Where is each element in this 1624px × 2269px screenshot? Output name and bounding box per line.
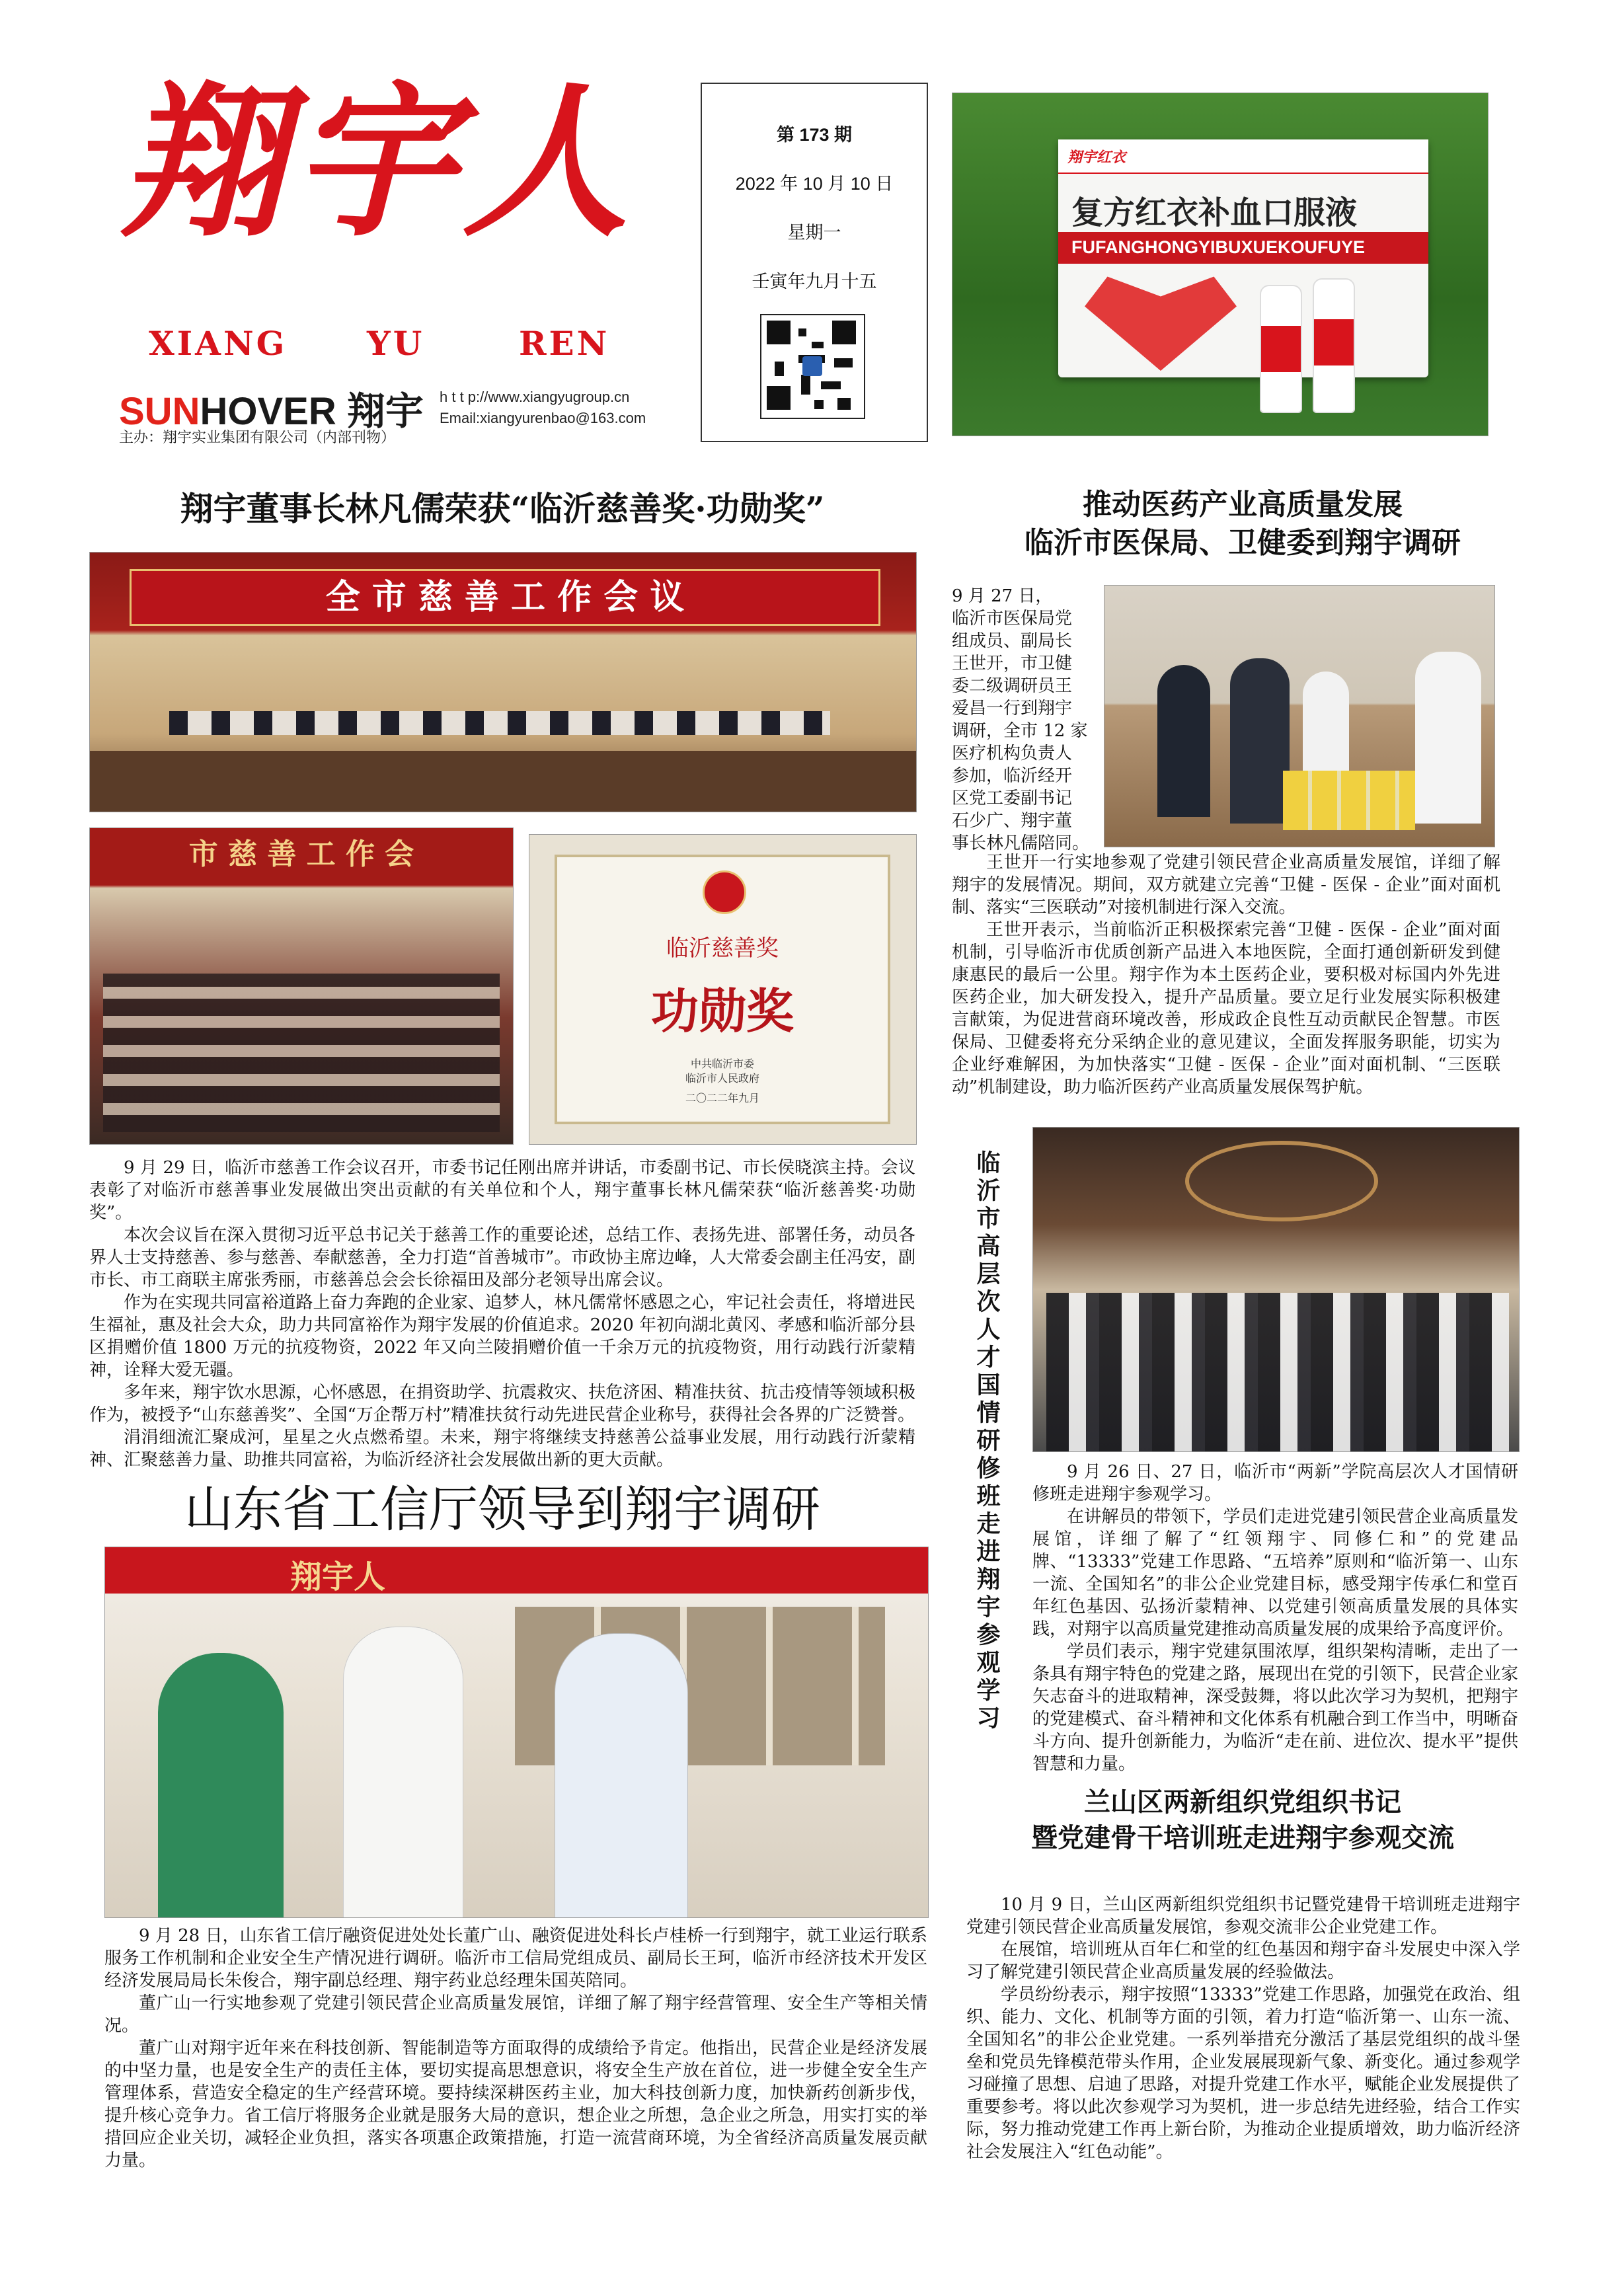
article1-title: 翔宇董事长林凡儒荣获“临沂慈善奖·功勋奖” bbox=[180, 489, 825, 528]
article5-paragraph: 在展馆，培训班从百年仁和堂的红色基因和翔宇奋斗发展史中深入学习了解党建引领民营企业高质量发展的经验做法。 bbox=[966, 1940, 1520, 1982]
article2-lead-line: 事长林凡儒陪同。 bbox=[952, 833, 1090, 853]
talent-class-visit-photo bbox=[1032, 1127, 1520, 1452]
issue-date: 2022 年 10 月 10 日 bbox=[735, 174, 894, 194]
heart-icon bbox=[1085, 272, 1237, 371]
email-link[interactable]: Email:xiangyurenbao@163.com bbox=[440, 410, 646, 426]
article5-title-line1: 兰山区两新组织党组织书记 bbox=[1084, 1787, 1401, 1818]
article2-lead-line: 石少广、翔宇董 bbox=[952, 811, 1073, 831]
article2-lead-line: 临沂市医保局党 bbox=[952, 609, 1073, 629]
article4-body bbox=[104, 1925, 927, 2172]
article2-lead-line: 委二级调研员王 bbox=[952, 676, 1073, 696]
article2-lead-line: 组成员、副局长 bbox=[952, 631, 1073, 651]
bottle-right bbox=[1313, 278, 1355, 413]
certificate-date: 二〇二二年九月 bbox=[685, 1092, 759, 1104]
article5-title-line2: 暨党建骨干培训班走进翔宇参观交流 bbox=[1031, 1822, 1454, 1853]
article1-body bbox=[89, 1157, 915, 1471]
audience-rows bbox=[103, 974, 500, 1132]
person-figure bbox=[158, 1653, 284, 1917]
article1-paragraph: 本次会议旨在深入贯彻习近平总书记关于慈善工作的重要论述，总结工作、表扬先进、部署任务，动员各界人士支持慈善、参与慈善、奉献慈善，全力打造“首善城市”。市政协主席边峰，人大常委会副主任冯安，副市长、市工商联主席张秀丽，市慈善总会会长徐福田及部分老领导出席会议。 bbox=[89, 1225, 915, 1290]
article1-paragraph: 9 月 29 日，临沂市慈善工作会议召开，市委书记任刚出席并讲话，市委副书记、市长侯晓滨主持。会议表彰了对临沂市慈善事业发展做出突出贡献的有关单位和个人，翔宇董事长林凡儒荣获“临沂慈善奖·功勋奖”。 bbox=[89, 1158, 915, 1223]
article4-paragraph: 9 月 28 日，山东省工信厅融资促进处处长董广山、融资促进处科长卢桂桥一行到翔宇，就工业运行联系服务工作机制和企业安全生产情况进行调研。临沂市工信局党组成员、副局长王珂，临沂市经济技术开发区经济发展局局长朱俊合，翔宇副总经理、翔宇药业总经理朱国英陪同。 bbox=[104, 1926, 927, 1991]
article4-paragraph: 董广山对翔宇近年来在科技创新、智能制造等方面取得的成绩给予肯定。他指出，民营企业是经济发展的中坚力量，也是安全生产的责任主体，要切实提高思想意识，将安全生产放在首位，进一步健全安全生产管理体系，营造安全稳定的生产经营环境。要持续深耕医药主业，加大科技创新力度，加快新药创新步伐，提升核心竞争力。省工信厅将服务企业就是服务大局的意识，想企业之所想，急企业之所急，用实打实的举措回应企业关切，减轻企业负担，落实各项惠企政策措施，打造一流营商环境，为全省经济高质量发展贡献力量。 bbox=[104, 2038, 927, 2171]
article5-paragraph: 学员纷纷表示，翔宇按照“13333”党建工作思路，加强党在政治、组织、能力、文化、机制等方面的引领，着力打造“临沂第一、山东一流、全国知名”的非公企业党建。一系列举措充分激活了基层党组织的战斗堡垒和党员先锋模范带头作用，企业发展展现新气象、新变化。通过参观学习碰撞了思想、启迪了思路，对提升党建工作水平，赋能企业发展提供了重要参考。将以此次参观学习为契机，进一步总结先进经验，结合工作实际，努力推动党建工作再上新台阶，为推动企业提质增效，助力临沂经济社会发展注入“红色动能”。 bbox=[966, 1985, 1520, 2162]
contact-block bbox=[440, 387, 646, 429]
award-recipients-row bbox=[169, 711, 830, 735]
charity-conference-photo bbox=[89, 552, 917, 812]
conference-banner: 全 市 慈 善 工 作 会 议 bbox=[130, 569, 880, 626]
brand-logo-sun: SUN bbox=[119, 390, 200, 433]
visitor-group bbox=[1046, 1293, 1509, 1451]
article2-title-line1: 推动医药产业高质量发展 bbox=[1083, 488, 1403, 521]
article2-title bbox=[939, 486, 1547, 562]
article5-paragraph: 10 月 9 日，兰山区两新组织党组织书记暨党建骨干培训班走进翔宇党建引领民营企业高质量发展馆，参观交流非公企业党建工作。 bbox=[966, 1895, 1520, 1937]
masthead-title: 翔宇人 bbox=[119, 65, 635, 259]
award-certificate-photo bbox=[529, 834, 917, 1145]
article2-lead-line: 区党工委副书记 bbox=[952, 788, 1073, 808]
hall-banner: 市 慈 善 工 作 会 bbox=[188, 837, 414, 871]
article2-lead-line: 医疗机构负责人 bbox=[952, 744, 1073, 763]
brand-logo-hover: HOVER bbox=[200, 390, 336, 433]
exhibit-banner bbox=[105, 1547, 928, 1594]
person-figure bbox=[343, 1627, 463, 1918]
product-brand-label: 翔宇红衣 bbox=[1067, 149, 1126, 166]
medical-insurance-visit-photo bbox=[1104, 585, 1495, 847]
product-pinyin: FUFANGHONGYIBUXUEKOUFUYE bbox=[1071, 237, 1366, 257]
product-display bbox=[1283, 771, 1415, 830]
masthead-pinyin-xiang: XIANG bbox=[149, 324, 288, 363]
article2-lead-line: 爱昌一行到翔宇 bbox=[952, 699, 1073, 718]
issue-number: 第 173 期 bbox=[776, 125, 853, 145]
article1-paragraph: 多年来，翔宇饮水思源，心怀感恩，在捐资助学、抗震救灾、扶危济困、精准扶贫、抗击疫情等领域积极作为，被授予“山东慈善奖”、全国“万企帮万村”精准扶贫行动先进民营企业称号，获得社会各界的广泛赞誉。 bbox=[89, 1383, 915, 1425]
person-figure bbox=[1157, 665, 1210, 817]
product-name: 复方红衣补血口服液 bbox=[1071, 194, 1358, 231]
national-emblem-icon bbox=[703, 870, 746, 914]
award-certificate bbox=[555, 855, 890, 1124]
qr-code-icon bbox=[760, 314, 865, 419]
website-link[interactable]: h t t p://www.xiangyugroup.cn bbox=[440, 389, 630, 405]
article4-paragraph: 董广山一行实地参观了党建引领民营企业高质量发展馆，详细了解了翔宇经营管理、安全生产等相关情况。 bbox=[104, 1993, 927, 2036]
masthead-pinyin-ren: REN bbox=[519, 324, 610, 363]
certificate-issuer-2: 临沂市人民政府 bbox=[685, 1072, 759, 1085]
product-ad-photo bbox=[952, 93, 1489, 436]
article5-title bbox=[952, 1785, 1533, 1856]
article4-title: 山东省工信厅领导到翔宇调研 bbox=[184, 1481, 820, 1538]
article2-body bbox=[952, 851, 1500, 1098]
article2-lead-line: 调研，全市 12 家 bbox=[952, 721, 1088, 741]
article5-body bbox=[966, 1894, 1520, 2163]
article2-lead-line: 王世开，市卫健 bbox=[952, 654, 1073, 673]
article3-vertical-title: 临沂市高层次人才国情研修班走进翔宇参观学习 bbox=[973, 1150, 1001, 1733]
product-box-top bbox=[1058, 139, 1428, 174]
issue-lunar-date: 壬寅年九月十五 bbox=[752, 272, 877, 291]
certificate-award-name: 临沂慈善奖 bbox=[666, 935, 779, 962]
provincial-visit-photo bbox=[104, 1547, 929, 1918]
article2-title-line2: 临沂市医保局、卫健委到翔宇调研 bbox=[1025, 526, 1461, 560]
article3-body bbox=[1032, 1461, 1518, 1775]
article2-lead-line: 9 月 27 日， bbox=[952, 586, 1053, 606]
article1-paragraph: 作为在实现共同富裕道路上奋力奔跑的企业家、追梦人，林凡儒常怀感恩之心，牢记社会责任，将增进民生福祉，惠及社会大众，助力共同富裕作为翔宇发展的价值追求。2020 年初向湖北黄冈、孝感和临沂部分县区捐赠价值 1800 万元的抗疫物资，2022 年又向兰陵捐赠价值一千余万元的抗疫物资，用行动践行沂蒙精神，诠释大爱无疆。 bbox=[89, 1293, 915, 1380]
article2-paragraph: 王世开表示，当前临沂正积极探索完善“卫健 - 医保 - 企业”面对面机制，引导临沂市优质创新产品进入本地医院，全面打通创新研发到健康惠民的最后一公里。翔宇作为本土医药企业，要积极对标国内外先进医药企业，加大研发投入，提升产品质量。要立足行业发展实际积极建言献策，为促进营商环境改善，形成政企良性互动贡献民企智慧。市医保局、卫健委将充分采纳企业的意见建议，全面发挥服务职能，切实为企业纾难解困，为加快落实“卫健 - 医保 - 企业”面对面机制、“三医联动”机制建设，助力临沂医药产业高质量发展保驾护航。 bbox=[952, 920, 1500, 1097]
certificate-issuer-1: 中共临沂市委 bbox=[690, 1058, 754, 1070]
person-figure bbox=[555, 1633, 688, 1918]
article3-paragraph: 在讲解员的带领下，学员们走进党建引领民营企业高质量发展馆，详细了解了“红领翔宇、同修仁和”的党建品牌、“13333”党建工作思路、“五培养”原则和“临沂第一、山东一流、全国知名”的非公企业党建目标，感受翔宇传承仁和堂百年红色基因、弘扬沂蒙精神、以党建引领高质量发展的具体实践，对翔宇以高质量党建推动高质量发展的成果给予高度评价。 bbox=[1032, 1507, 1518, 1639]
publisher-line: 主办：翔宇实业集团有限公司（内部刊物） bbox=[119, 429, 396, 445]
product-pinyin-band bbox=[1058, 232, 1428, 264]
article3-paragraph: 学员们表示，翔宇党建氛围浓厚，组织架构清晰，走出了一条具有翔宇特色的党建之路，展现出在党的引领下，民营企业家矢志奋斗的进取精神，深受鼓舞，将以此次学习为契机，把翔宇的党建模式、奋斗精神和文化体系有机融合到工作当中，明晰奋斗方向、提升创新能力，为临沂“走在前、进位次、提水平”提供智慧和力量。 bbox=[1032, 1642, 1518, 1774]
certificate-award-level: 功勋奖 bbox=[650, 983, 794, 1039]
issue-weekday: 星期一 bbox=[787, 223, 841, 243]
ceiling-light-ring bbox=[1185, 1141, 1378, 1221]
product-box bbox=[1058, 139, 1428, 377]
brand-logo-cn: 翔宇 bbox=[346, 389, 424, 434]
article2-lead-line: 参加，临沂经开 bbox=[952, 766, 1073, 786]
article2-paragraph: 王世开一行实地参观了党建引领民营企业高质量发展馆，详细了解翔宇的发展情况。期间，双方就建立完善“卫健 - 医保 - 企业”面对面机制、落实“三医联动”对接机制进行深入交流。 bbox=[952, 853, 1500, 917]
person-figure bbox=[1230, 658, 1290, 824]
article3-paragraph: 9 月 26 日、27 日，临沂市“两新”学院高层次人才国情研修班走进翔宇参观学习。 bbox=[1032, 1462, 1518, 1504]
masthead-pinyin-yu: YU bbox=[367, 324, 425, 363]
stage-front bbox=[90, 751, 916, 812]
article2-lead bbox=[952, 585, 1097, 855]
exhibit-label: 翔宇人 bbox=[290, 1558, 386, 1596]
article1-paragraph: 涓涓细流汇聚成河，星星之火点燃希望。未来，翔宇将继续支持慈善公益事业发展，用行动践行沂蒙精神、汇聚慈善力量、助推共同富裕，为临沂经济社会发展做出新的更大贡献。 bbox=[89, 1428, 915, 1470]
conference-hall-photo bbox=[89, 827, 514, 1145]
bottle-left bbox=[1260, 285, 1302, 413]
person-figure bbox=[1415, 652, 1481, 824]
